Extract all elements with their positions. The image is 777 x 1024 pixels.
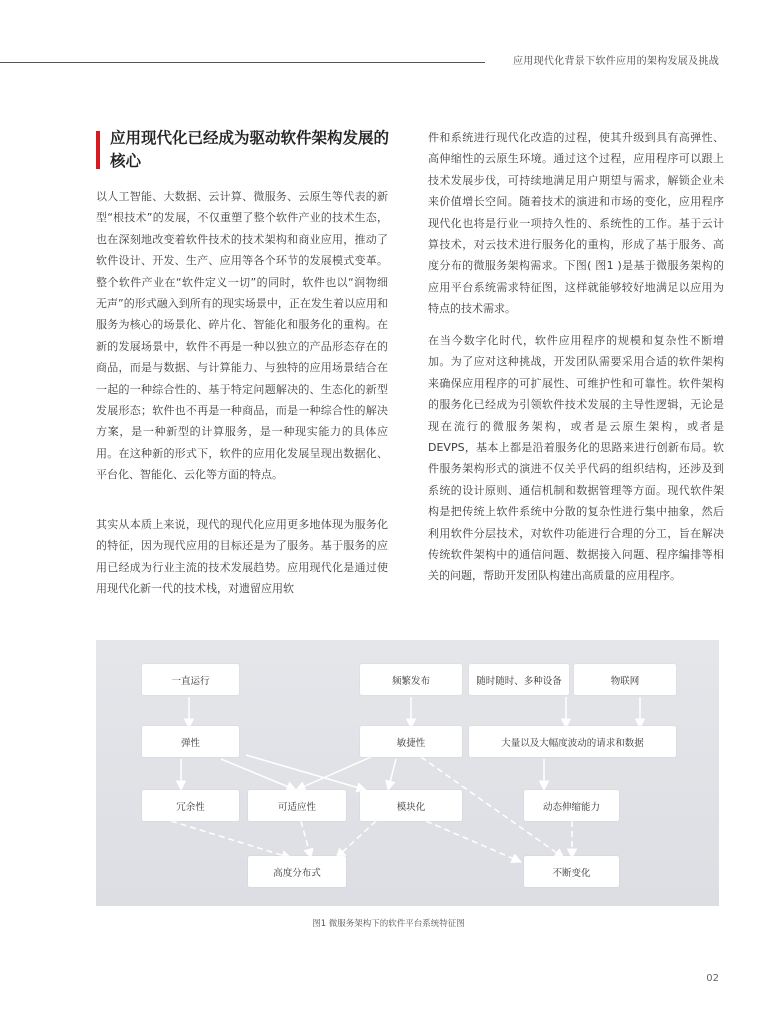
figure-caption: 图1 微服务架构下的软件平台系统特征图 xyxy=(312,919,465,929)
node-modular: 模块化 xyxy=(360,790,462,821)
node-volatile-data: 大量以及大幅度波动的请求和数据 xyxy=(469,726,676,757)
section-accent-bar xyxy=(96,131,100,169)
node-redundancy: 冗余性 xyxy=(142,790,239,821)
paragraph-left-1: 以人工智能、大数据、云计算、微服务、云原生等代表的新型“根技术”的发展，不仅重塑了整个软件产业的技术生态，也在深刻地改变着软件技术的技术架构和商业应用，推动了软件设计、开发、生产、应用等各个环节的发展模式变革。整个软件产业在“软件定义一切”的同时，软件也以“润物细无声”的形式融入到所有的现实场景中，正在发生着以应用和服务为核心的场景化、碎片化、智能化和服务化的重构。在新的发展场景中，软件不再是一种以独立的产品形态存在的商品，而是与数据、与计算能力、与独特的应用场景结合在一起的一种综合性的、基于特定问题解决的、生态化的新型发展形态；软件也不再是一种商品，而是一种综合性的解决方案，是一种新型的计算服务，是一种现实能力的具体应用。在这种新的形式下，软件的应用化发展呈现出数据化、平台化、智能化、云化等方面的特点。 xyxy=(96,190,388,482)
dash-redundancy-distributed xyxy=(171,821,291,858)
node-continuous-change: 不断变化 xyxy=(524,856,619,887)
node-frequent-release: 频繁发布 xyxy=(360,664,462,695)
node-adaptability: 可适应性 xyxy=(248,790,346,821)
dash-modular-continuous xyxy=(426,821,521,862)
dash-adaptability-distributed xyxy=(301,821,311,858)
arrow-elasticity-adaptability xyxy=(221,759,296,790)
node-agility: 敏捷性 xyxy=(360,726,462,757)
arrow-agility-modular xyxy=(388,759,396,790)
node-elasticity: 弹性 xyxy=(142,726,239,757)
arrow-elasticity-modular xyxy=(246,755,366,790)
paragraph-right-2: 在当今数字化时代，软件应用程序的规模和复杂性不断增加。为了应对这种挑战，开发团队需要采用合适的软件架构来确保应用程序的可扩展性、可维护性和可靠性。软件架构的服务化已经成为引领软件技术发展的主导性逻辑，无论是现在流行的微服务架构，或者是云原生架构，或者是 DEVPS，基本上都是沿着服务化的思路来进行创新布局。软件服务架构形式的演进不仅关乎代码的组织结构，还涉及到系统的设计原则、通信机制和数据管理等方面。现代软件架构是把传统上软件系统中分散的复杂性进行集中抽象，然后利用软件分层技术，对软件功能进行合理的分工，旨在解决传统软件架构中的通信问题、数据接入问题、程序编排等相关的问题，帮助开发团队构建出高质量的应用程序。 xyxy=(428,334,724,583)
architecture-figure xyxy=(96,640,719,906)
dash-modular-distributed xyxy=(336,821,376,858)
running-header: 应用现代化背景下软件应用的架构发展及挑战 xyxy=(513,56,719,67)
node-distributed: 高度分布式 xyxy=(248,856,346,887)
node-iot: 物联网 xyxy=(574,664,676,695)
node-anytime-device: 随时随时、多种设备 xyxy=(469,664,569,695)
node-always-on: 一直运行 xyxy=(142,664,239,695)
paragraph-left-2: 其实从本质上来说，现代的现代化应用更多地体现为服务化的特征，因为现代应用的目标还是为了服务。基于服务的应用已经成为行业主流的技术发展趋势。应用现代化是通过使用现代化新一代的技术栈，对遗留应用软 xyxy=(96,518,388,596)
node-dynamic-scaling: 动态伸缩能力 xyxy=(524,790,619,821)
page-number: 02 xyxy=(706,973,719,984)
paragraph-right-1: 件和系统进行现代化改造的过程，使其升级到具有高弹性、高伸缩性的云原生环境。通过这个过程，应用程序可以跟上技术发展步伐，可持续地满足用户期望与需求，解锁企业未来价值增长空间。随着技术的演进和市场的变化，应用程序现代化也将是行业一项持久性的、系统性的工作。基于云计算技术，对云技术进行服务化的重构，形成了基于服务、高度分布的微服务架构需求。下图( 图1 )是基于微服务架构的应用平台系统需求特征图，这样就能够较好地满足以应用为特点的技术需求。 xyxy=(428,131,724,316)
section-title: 应用现代化已经成为驱动软件架构发展的核心 xyxy=(110,129,390,170)
header-rule xyxy=(0,62,485,63)
